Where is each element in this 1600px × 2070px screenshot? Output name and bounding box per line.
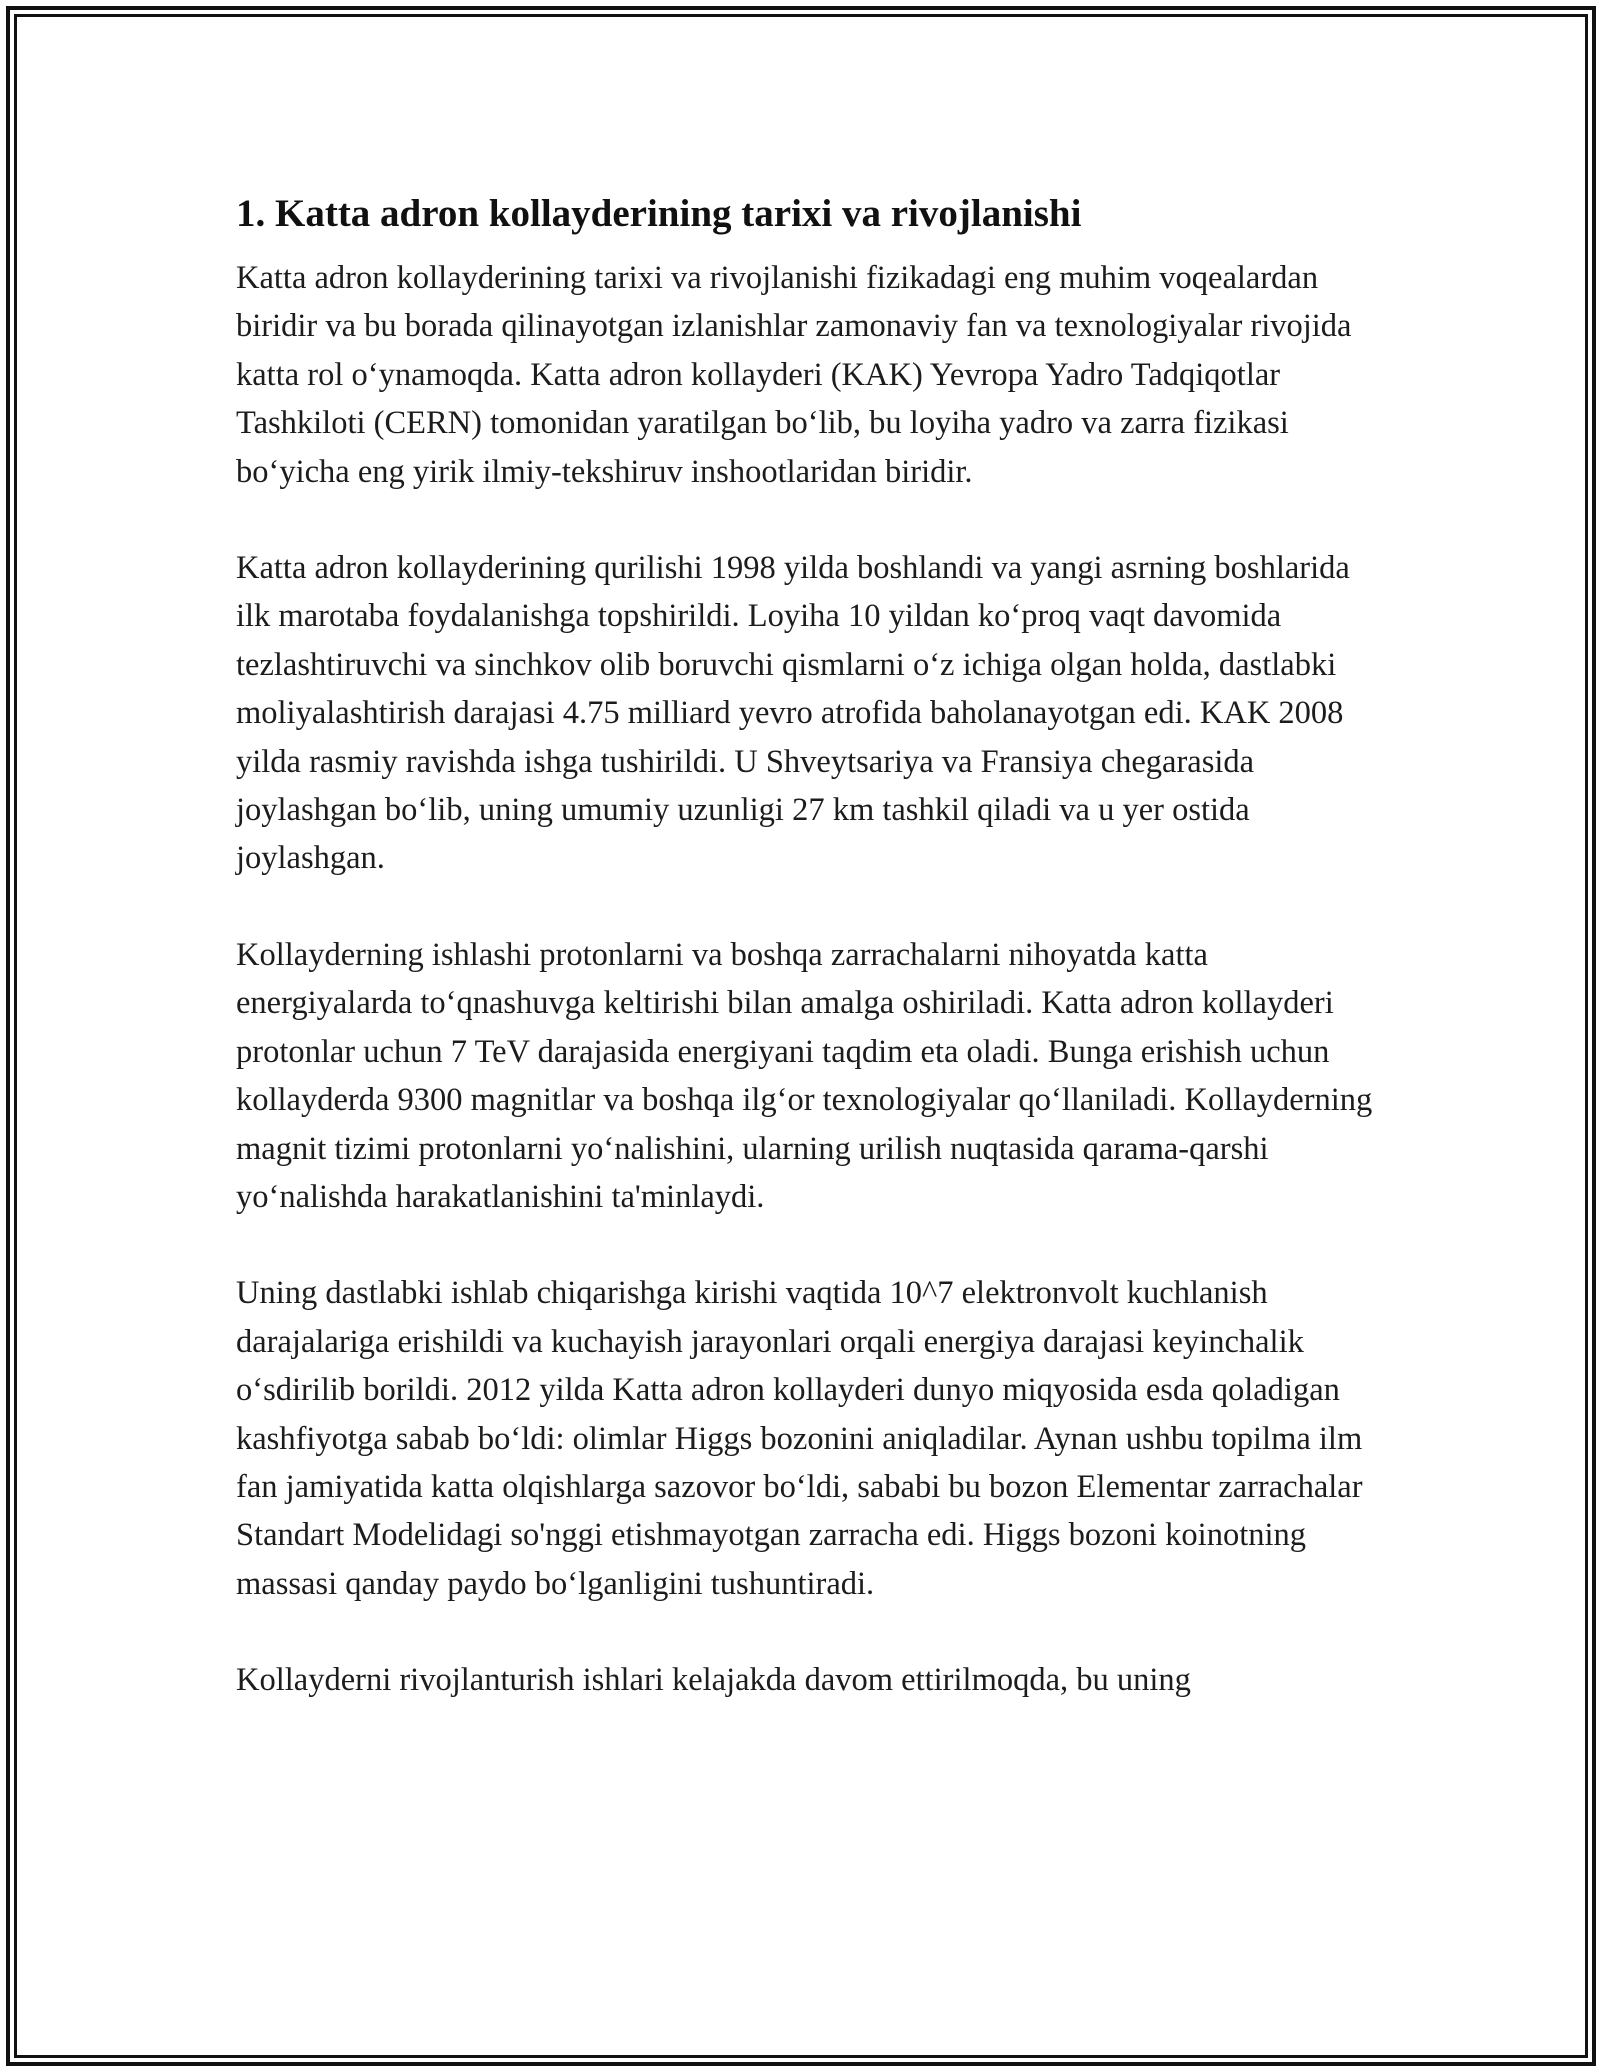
paragraph-4: Uning dastlabki ishlab chiqarishga kirishi vaqtida 10^7 elektronvolt kuchlanish darajalariga erishildi va kuchayish jarayonlari orqali energiya darajasi keyinchalik oʻsdirilib borildi. 2012 yilda Katta adron kollayderi dunyo miqyosida esda qoladigan kashfiyotga sabab boʻldi: olimlar Higgs bozonini aniqladilar. Aynan ushbu topilma ilm fan jamiyatida katta olqishlarga sazovor boʻldi, sababi bu bozon Elementar zarrachalar Standart Modelidagi so'nggi etishmayotgan zarracha edi. Higgs bozoni koinotning massasi qanday paydo boʻlganligini tushuntiradi. xyxy=(236,1275,1363,1602)
section-heading: 1. Katta adron kollayderining tarixi va rivojlanishi xyxy=(236,192,1082,235)
paragraph-3: Kollayderning ishlashi protonlarni va boshqa zarrachalarni nihoyatda katta energiyalarda toʻqnashuvga keltirishi bilan amalga oshiriladi. Katta adron kollayderi protonlar uchun 7 TeV darajasida energiyani taqdim eta oladi. Bunga erishish uchun kollayderda 9300 magnitlar va boshqa ilgʻor texnologiyalar qoʻllaniladi. Kollayderning magnit tizimi protonlarni yoʻnalishini, ularning urilish nuqtasida qarama-qarshi yoʻnalishda harakatlanishini ta'minlaydi. xyxy=(236,936,1373,1215)
paragraph-5: Kollayderni rivojlanturish ishlari kelajakda davom ettirilmoqda, bu uning xyxy=(236,1662,1191,1699)
document-body xyxy=(236,186,1386,1753)
paragraph-2: Katta adron kollayderining qurilishi 1998 yilda boshlandi va yangi asrning boshlarida ilk marotaba foydalanishga topshirildi. Loyiha 10 yildan koʻproq vaqt davomida tezlashtiruvchi va sinchkov olib boruvchi qismlarni oʻz ichiga olgan holda, dastlabki moliyalashtirish darajasi 4.75 milliard yevro atrofida baholanayotgan edi. KAK 2008 yilda rasmiy ravishda ishga tushirildi. U Shveytsariya va Fransiya chegarasida joylashgan boʻlib, uning umumiy uzunligi 27 km tashkil qiladi va u yer ostida joylashgan. xyxy=(236,550,1350,877)
paragraph-1: Katta adron kollayderining tarixi va rivojlanishi fizikadagi eng muhim voqealardan biridir va bu borada qilinayotgan izlanishlar zamonaviy fan va texnologiyalar rivojida katta rol oʻynamoqda. Katta adron kollayderi (KAK) Yevropa Yadro Tadqiqotlar Tashkiloti (CERN) tomonidan yaratilgan boʻlib, bu loyiha yadro va zarra fizikasi boʻyicha eng yirik ilmiy-tekshiruv inshootlaridan biridir. xyxy=(236,260,1352,490)
